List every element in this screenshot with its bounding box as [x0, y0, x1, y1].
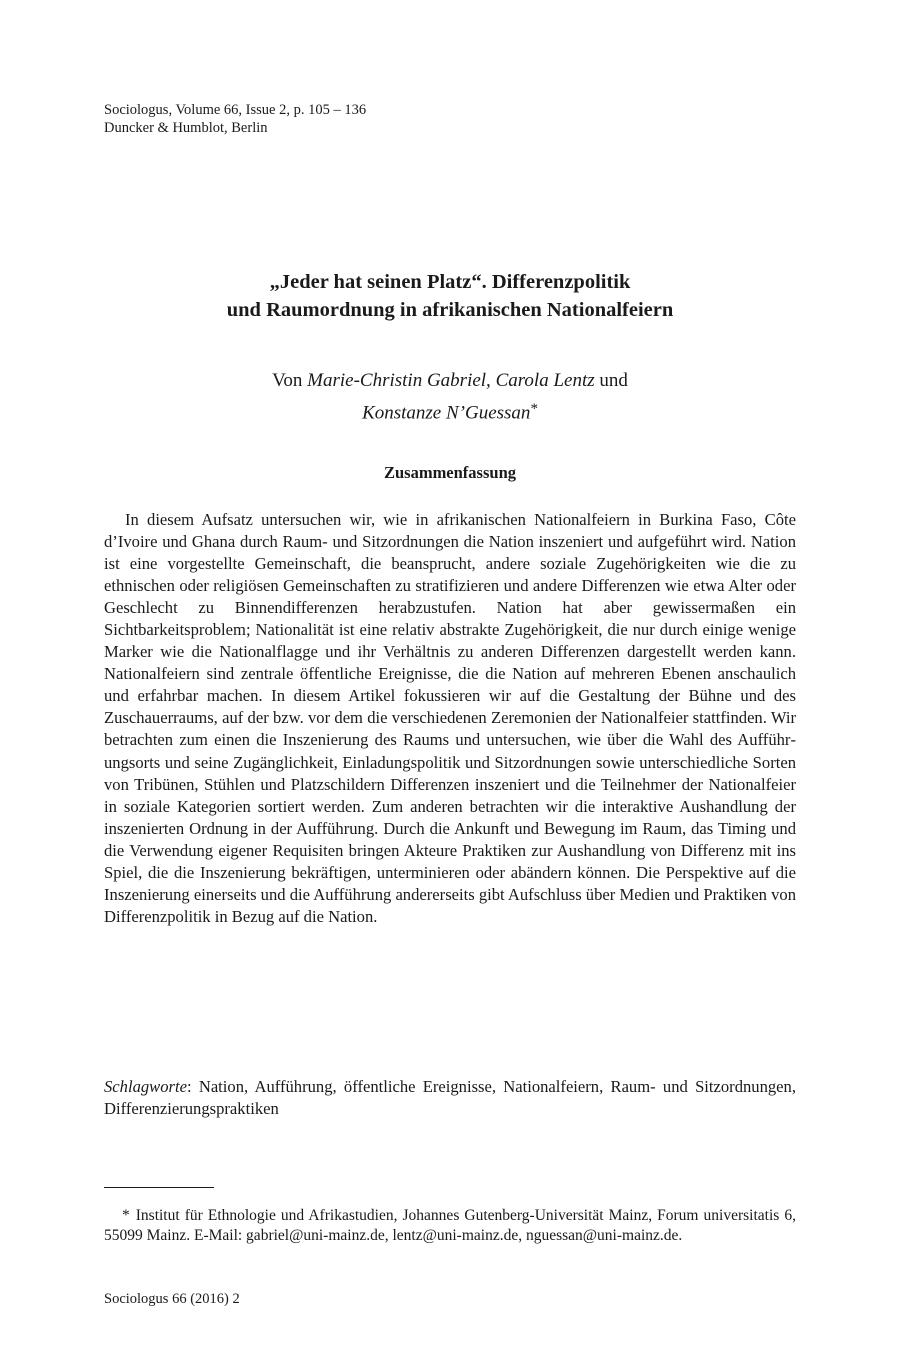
- author-nguessan: Konstanze N’Guessan: [362, 402, 531, 424]
- title-line-1: „Jeder hat seinen Platz“. Differenzpolitik: [269, 271, 631, 293]
- author-lentz: Carola Lentz: [495, 370, 595, 391]
- journal-header: [104, 101, 366, 137]
- footnote-text: Institut für Ethnologie und Afrikastudien, Johannes Gutenberg-Universität Mainz, Forum universitatis 6, 55099 Mainz. E-Mail: gabriel@uni-mainz.de, lentz@uni-mainz.de, nguessan@uni-mainz.de.: [104, 1207, 796, 1245]
- abstract-text: In diesem Aufsatz untersuchen wir, wie in afrikanischen Nationalfeiern in Burkina Faso, Côte d’Ivoire und Ghana durch Raum- und Sitzordnungen die Nation inszeniert und aufgeführt wird. Nation ist eine vorgestellte Gemeinschaft, die beansprucht, andere soziale Zugehörigkeiten wie die zu ethnischen oder religiösen Gemeinschaften zu stratifizieren und andere Differenzen wie etwa Alter oder Geschlecht zu Binnendifferenzen herabzustufen. Nation hat aber gewissermaßen ein Sichtbarkeitsproblem; Nationalität ist eine relativ abstrakte Zugehörigkeit, die nur durch einige wenige Marker wie die Nationalflagge und ihr Verhältnis zu anderen Differenzen dargestellt werden kann. Nationalfeiern sind zentrale öffentliche Ereignisse, die die Nation auf mehreren Ebenen anschaulich und erfahrbar machen. In diesem Artikel fokussieren wir auf die Gestaltung der Bühne und des Zuschauerraums, auf der bzw. vor dem die verschiedenen Zeremonien der Nationalfeier stattfinden. Wir betrachten zum einen die Inszenierung des Raums und untersuchen, wie über die Wahl des Aufführungsorts und seine Zugänglichkeit, Einladungspolitik und Sitzordnungen sowie unterschiedliche Sorten von Tribünen, Stühlen und Platzschildern Differenzen inszeniert und die Teilnehmer der Nationalfeier in soziale Kategorien sortiert werden. Zum anderen betrachten wir die interaktive Aushandlung der inszenierten Ordnung in der Aufführung. Durch die Ankunft und Bewegung im Raum, das Timing und die Verwendung eigener Requisiten bringen Akteure Praktiken zur Aushandlung von Differenz mit ins Spiel, die die Inszenierung bekräftigen, unterminieren oder abändern können. Die Perspektive auf die Inszenierung einerseits und die Aufführung andererseits gibt Aufschluss über Medien und Praktiken von Differenzpolitik in Bezug auf die Nation.: [104, 510, 796, 926]
- footnote-mark: *: [122, 1207, 130, 1224]
- author-list: [104, 368, 796, 426]
- keywords-label: Schlagworte: [104, 1077, 187, 1096]
- author-affiliation-footnote: [104, 1206, 796, 1246]
- publisher-line: Duncker & Humblot, Berlin: [104, 120, 268, 136]
- authors-conjunction: und: [599, 370, 628, 391]
- page-footer: Sociologus 66 (2016) 2: [104, 1291, 240, 1307]
- author-gabriel: Marie-Christin Gabriel,: [307, 370, 491, 391]
- keywords: [104, 1076, 796, 1120]
- abstract-heading: Zusammenfassung: [383, 463, 517, 482]
- article-title: [104, 268, 796, 324]
- keywords-text: : Nation, Aufführung, öffentliche Ereignisse, Nationalfeiern, Raum- und Sitzordnungen, Differenzierungspraktiken: [104, 1077, 796, 1119]
- footnote-divider: [104, 1187, 214, 1188]
- authors-prefix: Von: [272, 370, 303, 391]
- authors-line-2: [104, 394, 796, 426]
- authors-line-1: [104, 368, 796, 394]
- journal-citation: Sociologus, Volume 66, Issue 2, p. 105 – 136: [104, 102, 367, 118]
- author-footnote-mark: *: [530, 401, 538, 417]
- title-line-2: und Raumordnung in afrikanischen Nationalfeiern: [226, 299, 674, 321]
